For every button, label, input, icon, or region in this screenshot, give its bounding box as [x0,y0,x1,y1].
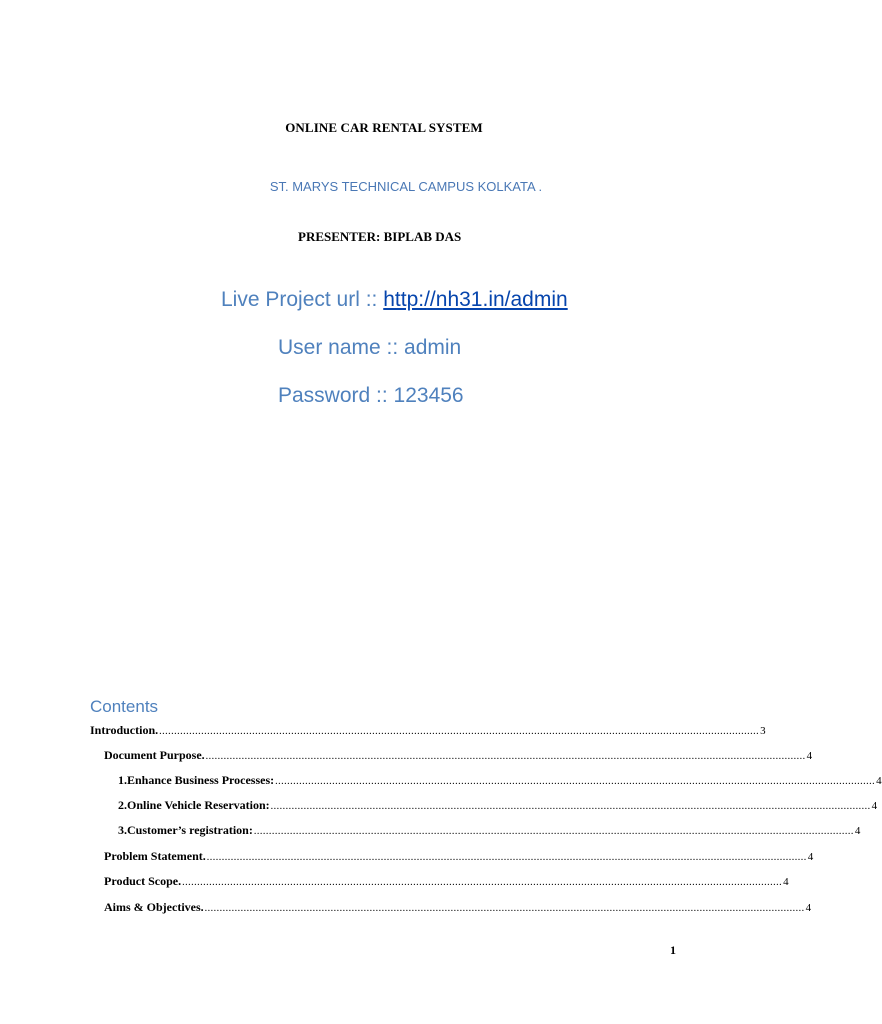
toc-leader-dots: ........................................................................................................................................................................................................ [253,826,854,837]
live-project-link[interactable]: http://nh31.in/admin [383,288,568,311]
toc-entry[interactable] [118,823,861,839]
toc-entry-number: 3. [118,823,127,837]
presenter-line: PRESENTER: BIPLAB DAS [298,229,462,244]
toc-entry[interactable] [118,798,878,814]
toc-entry-label: Online Vehicle Reservation: [127,798,270,812]
contents-heading: Contents [90,697,159,716]
toc-entry-label: Product Scope. [104,874,182,888]
toc-entry-page: 4 [807,851,814,863]
document-title: ONLINE CAR RENTAL SYSTEM [285,120,483,135]
campus-name: ST. MARYS TECHNICAL CAMPUS KOLKATA . [269,179,543,194]
toc-entry[interactable] [104,748,813,764]
toc-entry-page: 4 [871,800,878,812]
toc-entry-page: 4 [876,775,882,787]
toc-leader-dots: ........................................................................................................................................................................................................ [275,776,876,787]
toc-leader-dots: ........................................................................................................................................................................................................ [205,751,806,762]
toc-entry-label: Document Purpose. [104,748,205,762]
live-project-label: Live Project url :: [221,288,384,311]
toc-entry-number: 1. [118,773,127,787]
toc-entry-page: 4 [805,902,812,914]
toc-leader-dots: ........................................................................................................................................................................................................ [182,877,783,888]
toc-entry[interactable] [118,773,882,789]
toc-entry-label: Problem Statement. [104,849,206,863]
toc-entry-page: 3 [760,725,766,737]
page-number: 1 [670,943,676,957]
toc-entry[interactable] [90,723,766,739]
toc-entry[interactable] [104,849,814,865]
toc-entry-label: Customer’s registration: [127,823,253,837]
toc-entry-page: 4 [783,876,789,888]
toc-entry-label: Aims & Objectives. [104,900,204,914]
toc-entry-number: 2. [118,798,127,812]
toc-entry[interactable] [104,874,789,890]
toc-leader-dots: ........................................................................................................................................................................................................ [159,726,760,737]
toc-entry-page: 4 [806,750,813,762]
toc-leader-dots: ........................................................................................................................................................................................................ [206,852,807,863]
live-project-line [221,288,568,312]
password-line: Password :: 123456 [278,384,464,407]
username-line: User name :: admin [278,336,462,359]
toc-leader-dots: ........................................................................................................................................................................................................ [270,801,871,812]
toc-entry-label: Enhance Business Processes: [127,773,275,787]
toc-entry-label: Introduction. [90,723,159,737]
toc-entry-page: 4 [854,825,861,837]
toc-entry[interactable] [104,900,812,916]
toc-leader-dots: ........................................................................................................................................................................................................ [204,903,805,914]
